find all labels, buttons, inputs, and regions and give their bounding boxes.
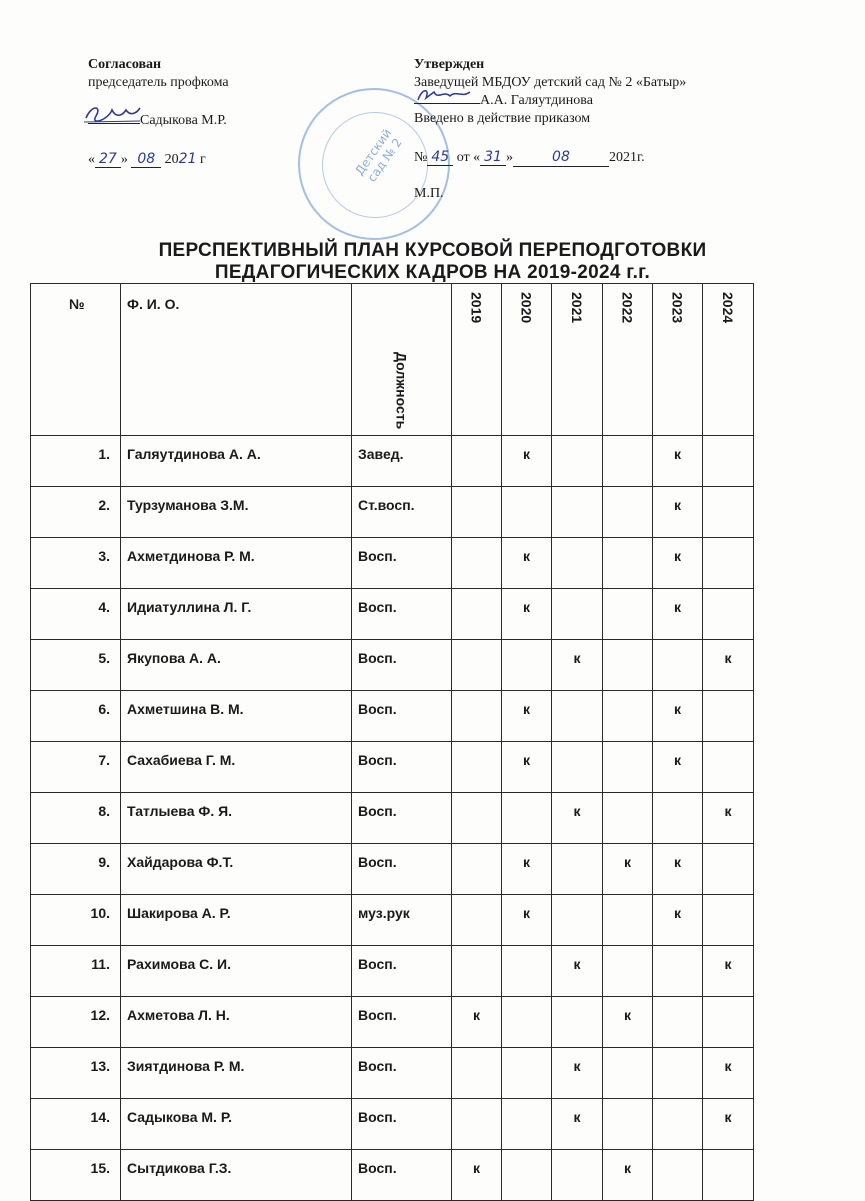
year-mark-cell [603, 895, 653, 946]
year-mark-cell [452, 793, 502, 844]
row-position: Восп. [352, 589, 452, 640]
row-position: муз.рук [352, 895, 452, 946]
row-position: Восп. [352, 742, 452, 793]
row-name: Галяутдинова А. А. [121, 436, 352, 487]
header-year: 2020 [502, 284, 552, 436]
year-mark-cell [452, 691, 502, 742]
row-number: 14. [31, 1099, 121, 1150]
stamp-text: Детский сад № 2 [352, 126, 405, 185]
row-name: Хайдарова Ф.Т. [121, 844, 352, 895]
row-name: Рахимова С. И. [121, 946, 352, 997]
year-mark-cell [502, 487, 552, 538]
header-name: Ф. И. О. [121, 284, 352, 436]
year-mark-cell [552, 742, 603, 793]
row-position: Восп. [352, 538, 452, 589]
row-name: Якупова А. А. [121, 640, 352, 691]
row-name: Ахметшина В. М. [121, 691, 352, 742]
header-number: № [31, 284, 121, 436]
year-mark-cell [703, 691, 754, 742]
row-name: Ахметова Л. Н. [121, 997, 352, 1048]
approval-right [414, 56, 686, 203]
year-mark-cell [703, 1150, 754, 1201]
table-row [31, 997, 754, 1048]
table-row [31, 538, 754, 589]
row-position: Ст.восп. [352, 487, 452, 538]
year-mark-cell [603, 793, 653, 844]
date-day: 27 [95, 151, 121, 168]
approval-left [88, 56, 288, 169]
year-mark-cell [452, 487, 502, 538]
row-number: 3. [31, 538, 121, 589]
year-mark-cell: к [603, 997, 653, 1048]
year-mark-cell [452, 640, 502, 691]
year-mark-cell [603, 946, 653, 997]
year-mark-cell: к [653, 589, 703, 640]
row-position: Восп. [352, 1048, 452, 1099]
table-row [31, 1048, 754, 1099]
year-mark-cell: к [502, 538, 552, 589]
year-mark-cell [502, 640, 552, 691]
header-year: 2021 [552, 284, 603, 436]
approval-right-order-line: Введено в действие приказом [414, 111, 591, 126]
year-mark-cell [603, 487, 653, 538]
row-number: 1. [31, 436, 121, 487]
year-mark-cell: к [502, 436, 552, 487]
order-month: 08 [513, 148, 609, 167]
date-year: 21 [178, 151, 197, 167]
year-mark-cell [502, 946, 552, 997]
header-year: 2023 [653, 284, 703, 436]
year-mark-cell [653, 946, 703, 997]
year-mark-cell [552, 895, 603, 946]
row-number: 11. [31, 946, 121, 997]
row-name: Сытдикова Г.З. [121, 1150, 352, 1201]
table-header-row [31, 284, 754, 436]
year-mark-cell [603, 589, 653, 640]
year-mark-cell: к [502, 589, 552, 640]
order-day: 31 [480, 149, 506, 166]
row-position: Восп. [352, 997, 452, 1048]
year-mark-cell [502, 1150, 552, 1201]
year-mark-cell [653, 793, 703, 844]
row-number: 9. [31, 844, 121, 895]
year-mark-cell [603, 1048, 653, 1099]
year-mark-cell [452, 1099, 502, 1150]
year-mark-cell [653, 1150, 703, 1201]
year-mark-cell [703, 589, 754, 640]
table-body [31, 436, 754, 1201]
year-mark-cell [502, 1099, 552, 1150]
year-mark-cell [653, 1099, 703, 1150]
approval-left-role: председатель профкома [88, 75, 229, 90]
row-number: 13. [31, 1048, 121, 1099]
table-row [31, 640, 754, 691]
approval-left-date: « 27 » 08 2021 г [88, 151, 206, 167]
year-mark-cell [603, 538, 653, 589]
year-mark-cell: к [653, 844, 703, 895]
date-month: 08 [131, 151, 161, 168]
document-title-line1: ПЕРСПЕКТИВНЫЙ ПЛАН КУРСОВОЙ ПЕРЕПОДГОТОВКИ [158, 240, 707, 261]
year-mark-cell [653, 997, 703, 1048]
row-position: Завед. [352, 436, 452, 487]
header-year: 2019 [452, 284, 502, 436]
year-mark-cell: к [653, 436, 703, 487]
signature-left [82, 102, 142, 128]
signature-right [414, 86, 472, 108]
year-mark-cell: к [653, 538, 703, 589]
row-number: 8. [31, 793, 121, 844]
row-position: Восп. [352, 1150, 452, 1201]
table-row [31, 793, 754, 844]
header-position: Должность [352, 284, 452, 436]
row-number: 15. [31, 1150, 121, 1201]
year-mark-cell: к [703, 793, 754, 844]
approval-right-sign-line [414, 92, 686, 110]
year-mark-cell: к [552, 793, 603, 844]
year-mark-cell [703, 538, 754, 589]
table-row [31, 1150, 754, 1201]
year-mark-cell [552, 436, 603, 487]
table-row [31, 487, 754, 538]
year-mark-cell [552, 589, 603, 640]
year-mark-cell: к [552, 640, 603, 691]
year-mark-cell: к [502, 895, 552, 946]
row-name: Турзуманова З.М. [121, 487, 352, 538]
year-mark-cell [452, 844, 502, 895]
approval-right-role: Заведущей МБДОУ детский сад № 2 «Батыр» [414, 75, 687, 90]
year-mark-cell: к [703, 1048, 754, 1099]
approval-right-signer: А.А. Галяутдинова [480, 93, 593, 108]
row-number: 6. [31, 691, 121, 742]
row-name: Садыкова М. Р. [121, 1099, 352, 1150]
year-mark-cell [653, 1048, 703, 1099]
year-mark-cell [653, 640, 703, 691]
year-mark-cell [552, 997, 603, 1048]
year-mark-cell [703, 436, 754, 487]
row-name: Ахметдинова Р. М. [121, 538, 352, 589]
year-mark-cell [552, 844, 603, 895]
row-name: Зиятдинова Р. М. [121, 1048, 352, 1099]
row-number: 5. [31, 640, 121, 691]
table-row [31, 844, 754, 895]
order-number: 45 [427, 149, 453, 166]
table-row [31, 436, 754, 487]
row-number: 2. [31, 487, 121, 538]
year-mark-cell [452, 742, 502, 793]
year-mark-cell [552, 487, 603, 538]
row-position: Восп. [352, 793, 452, 844]
row-name: Татлыева Ф. Я. [121, 793, 352, 844]
approval-left-signer: Садыкова М.Р. [140, 113, 227, 128]
approval-left-sign-line [88, 112, 288, 130]
year-mark-cell: к [703, 946, 754, 997]
year-mark-cell: к [653, 742, 703, 793]
year-mark-cell: к [653, 691, 703, 742]
year-mark-cell [603, 1099, 653, 1150]
year-mark-cell [452, 436, 502, 487]
year-mark-cell [552, 1150, 603, 1201]
year-mark-cell [502, 793, 552, 844]
year-mark-cell [703, 742, 754, 793]
year-mark-cell [703, 487, 754, 538]
year-mark-cell [603, 742, 653, 793]
row-position: Восп. [352, 640, 452, 691]
year-mark-cell: к [502, 691, 552, 742]
year-mark-cell [502, 997, 552, 1048]
approval-left-heading: Согласован [88, 57, 162, 72]
year-mark-cell: к [552, 946, 603, 997]
document-title-line2: ПЕДАГОГИЧЕСКИХ КАДРОВ НА 2019-2024 г.г. [214, 262, 651, 283]
year-mark-cell: к [703, 1099, 754, 1150]
row-number: 12. [31, 997, 121, 1048]
row-position: Восп. [352, 946, 452, 997]
row-position: Восп. [352, 691, 452, 742]
year-mark-cell [452, 946, 502, 997]
table-row [31, 742, 754, 793]
year-mark-cell [552, 538, 603, 589]
table-row [31, 1099, 754, 1150]
year-mark-cell: к [552, 1099, 603, 1150]
year-mark-cell [703, 895, 754, 946]
year-mark-cell [703, 844, 754, 895]
row-number: 7. [31, 742, 121, 793]
year-mark-cell: к [653, 895, 703, 946]
row-number: 4. [31, 589, 121, 640]
row-name: Сахабиева Г. М. [121, 742, 352, 793]
year-mark-cell [603, 436, 653, 487]
year-mark-cell [452, 589, 502, 640]
row-number: 10. [31, 895, 121, 946]
year-mark-cell [452, 538, 502, 589]
training-plan-table [30, 283, 754, 1201]
row-name: Шакирова А. Р. [121, 895, 352, 946]
header-year: 2024 [703, 284, 754, 436]
row-position: Восп. [352, 844, 452, 895]
year-mark-cell [452, 1048, 502, 1099]
year-mark-cell: к [502, 844, 552, 895]
year-mark-cell: к [603, 1150, 653, 1201]
year-mark-cell [502, 1048, 552, 1099]
table-row [31, 691, 754, 742]
row-name: Идиатуллина Л. Г. [121, 589, 352, 640]
year-mark-cell: к [552, 1048, 603, 1099]
table-row [31, 895, 754, 946]
row-position: Восп. [352, 1099, 452, 1150]
year-mark-cell: к [502, 742, 552, 793]
year-mark-cell: к [452, 1150, 502, 1201]
year-mark-cell: к [653, 487, 703, 538]
approval-right-heading: Утвержден [414, 57, 485, 72]
year-mark-cell [552, 691, 603, 742]
year-mark-cell [703, 997, 754, 1048]
seal-place-label: М.П. [414, 186, 444, 201]
year-mark-cell: к [452, 997, 502, 1048]
table-row [31, 946, 754, 997]
year-mark-cell [452, 895, 502, 946]
year-mark-cell [603, 640, 653, 691]
approval-right-order: № 45 от « 31 » 08 2021г. [414, 149, 645, 165]
year-mark-cell [603, 691, 653, 742]
table-row [31, 589, 754, 640]
year-mark-cell: к [603, 844, 653, 895]
year-mark-cell: к [703, 640, 754, 691]
header-year: 2022 [603, 284, 653, 436]
